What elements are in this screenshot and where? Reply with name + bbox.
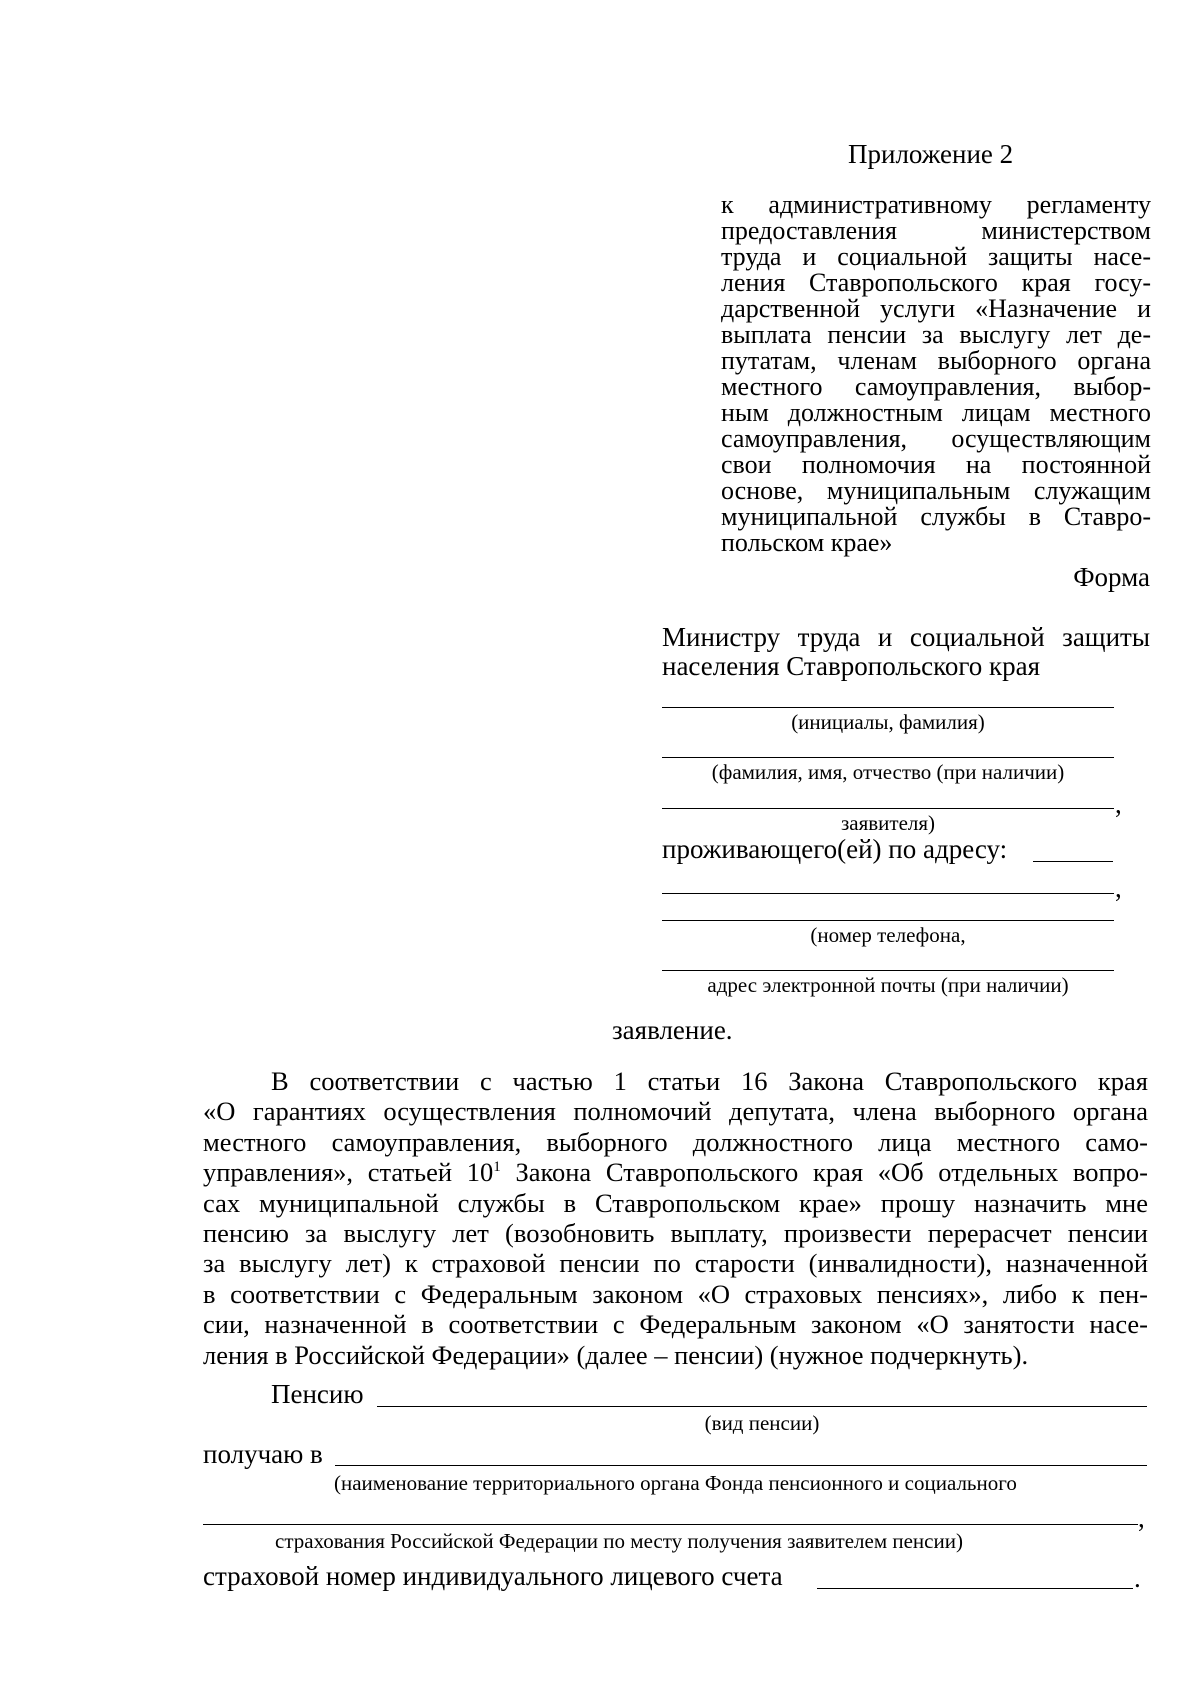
body-text: Закона Ставропольского края «Об отдельных вопро- xyxy=(500,1157,1148,1188)
snils-label: страховой номер индивидуального лицевого счета xyxy=(203,1561,783,1591)
applicant-caption: заявителя) xyxy=(840,811,936,835)
regulation-line: предоставления министерством xyxy=(721,216,1151,245)
regulation-line: к административному регламенту xyxy=(721,190,1151,219)
body-line xyxy=(203,1157,1148,1187)
addressee-line-2: населения Ставропольского края xyxy=(662,651,1041,681)
body-line: за выслугу лет) к страховой пенсии по старости (инвалидности), назначенной xyxy=(203,1248,1148,1279)
statement-body xyxy=(203,1066,1148,1370)
addressee-line-1: Министру труда и социальной защиты xyxy=(662,622,1150,652)
regulation-line: выплата пенсии за выслугу лет де- xyxy=(721,320,1151,349)
body-line: пенсию за выслугу лет (возобновить выплату, произвести перерасчет пенсии xyxy=(203,1217,1148,1248)
regulation-line: ления Ставропольского края госу- xyxy=(721,268,1151,297)
body-line: в соответствии с Федеральным законом «О страховых пенсиях», либо к пен- xyxy=(203,1278,1148,1309)
statement-title: заявление. xyxy=(612,1015,733,1045)
regulation-line: ным должностным лицам местного xyxy=(721,398,1151,427)
address-field-2[interactable] xyxy=(662,893,1114,894)
comma: , xyxy=(1115,789,1122,819)
regulation-line: свои полномочия на постоянной xyxy=(721,450,1151,479)
initials-field[interactable] xyxy=(662,707,1114,708)
phone-caption: (номер телефона, xyxy=(810,923,966,947)
appendix-regulation xyxy=(721,192,1151,556)
body-line: ления в Российской Федерации» (далее – пенсии) (нужное подчеркнуть). xyxy=(203,1339,1029,1370)
snils-field[interactable] xyxy=(817,1588,1133,1589)
regulation-line: местного самоуправления, выбор- xyxy=(721,372,1151,401)
regulation-line: дарственной услуги «Назначение и xyxy=(721,294,1151,323)
body-line: В соответствии с частью 1 статьи 16 Закона Ставропольского края xyxy=(271,1066,1148,1096)
applicant-name-field[interactable] xyxy=(662,757,1114,758)
phone-field[interactable] xyxy=(662,920,1114,921)
email-caption: адрес электронной почты (при наличии) xyxy=(707,973,1069,997)
period: . xyxy=(1134,1563,1141,1593)
body-line: сах муниципальной службы в Ставропольском крае» прошу назначить мне xyxy=(203,1187,1148,1218)
body-line: местного самоуправления, выборного должностного лица местного само- xyxy=(203,1126,1148,1157)
comma: , xyxy=(1115,873,1122,903)
body-text: управления», статьей 10 xyxy=(203,1157,494,1188)
address-field[interactable] xyxy=(1033,861,1113,862)
applicant-name-caption: (фамилия, имя, отчество (при наличии) xyxy=(711,760,1065,784)
pension-org-caption: (наименование территориального органа Фонда пенсионного и социального xyxy=(334,1471,1017,1495)
appendix-title: Приложение 2 xyxy=(848,139,1014,169)
email-field[interactable] xyxy=(662,970,1114,971)
comma: , xyxy=(1138,1503,1145,1533)
regulation-line: путатам, членам выборного органа xyxy=(721,346,1151,375)
regulation-line: польском крае» xyxy=(721,528,893,557)
form-label: Форма xyxy=(1073,562,1150,592)
pension-org-field-2[interactable] xyxy=(203,1524,1138,1525)
regulation-line: труда и социальной защиты насе- xyxy=(721,242,1151,271)
body-line: «О гарантиях осуществления полномочий депутата, члена выборного органа xyxy=(203,1096,1148,1127)
pension-label: Пенсию xyxy=(271,1379,364,1409)
initials-caption: (инициалы, фамилия) xyxy=(791,710,985,734)
pension-type-field[interactable] xyxy=(377,1406,1147,1407)
residing-label: проживающего(ей) по адресу: xyxy=(662,834,1008,864)
body-line: сии, назначенной в соответствии с Федеральным законом «О занятости насе- xyxy=(203,1309,1148,1340)
receive-label: получаю в xyxy=(203,1439,323,1469)
regulation-line: самоуправления, осуществляющим xyxy=(721,424,1151,453)
regulation-line: основе, муниципальным служащим xyxy=(721,476,1151,505)
pension-org-field[interactable] xyxy=(335,1465,1147,1466)
superscript: 1 xyxy=(493,1159,501,1176)
pension-org-caption-2: страхования Российской Федерации по месту получения заявителем пенсии) xyxy=(275,1529,963,1553)
applicant-name-field-2[interactable] xyxy=(662,808,1114,809)
pension-type-caption: (вид пенсии) xyxy=(704,1411,820,1435)
regulation-line: муниципальной службы в Ставро- xyxy=(721,502,1151,531)
